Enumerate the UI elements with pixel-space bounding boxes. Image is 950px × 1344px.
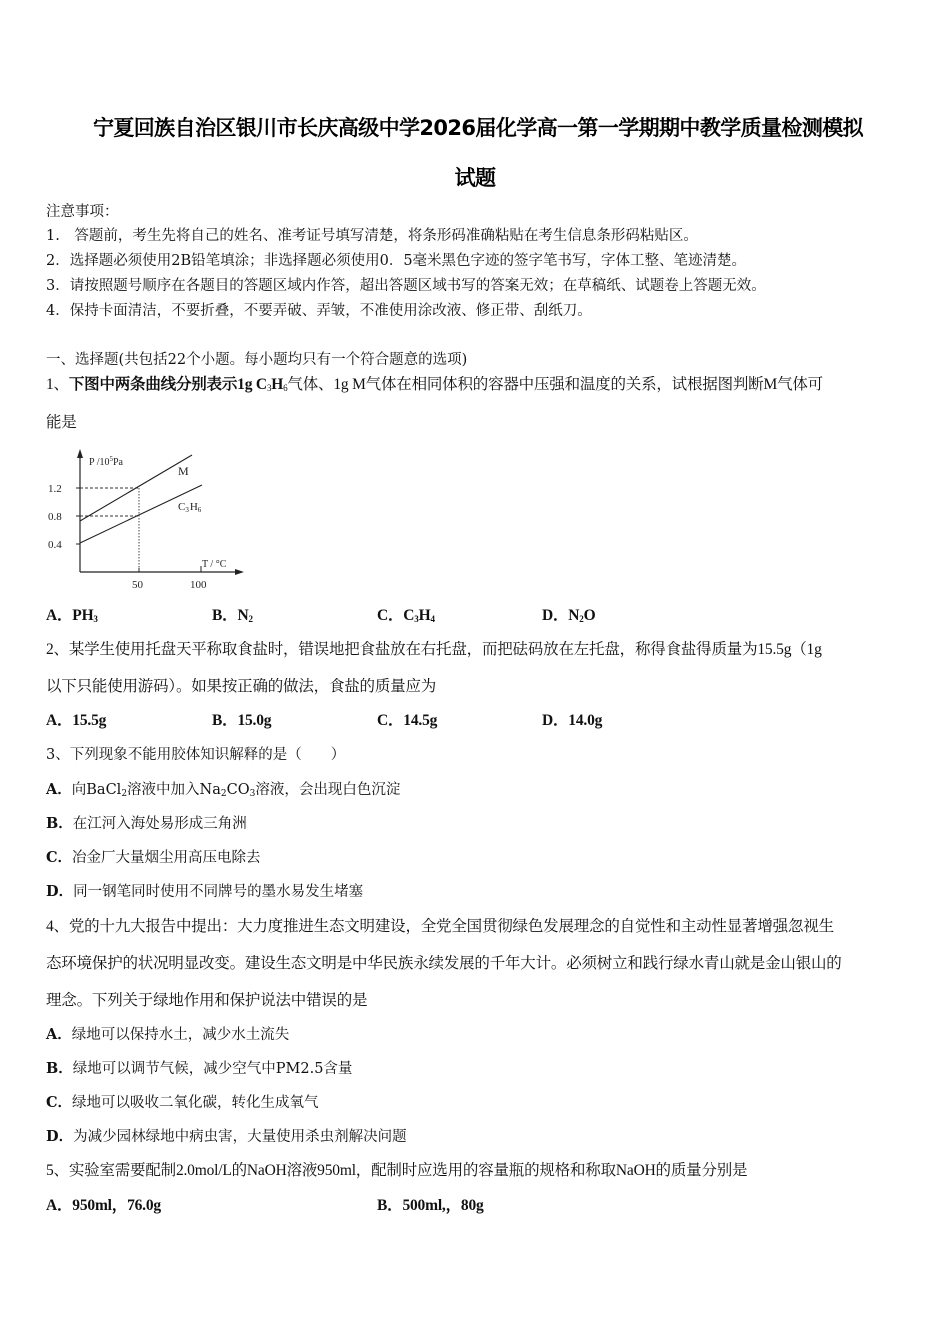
series-C3H6-line [80, 485, 202, 543]
notes-heading: 注意事项： [46, 204, 119, 220]
y-tick-0-4: 0.4 [48, 539, 62, 551]
pressure-temperature-chart [40, 445, 260, 600]
section-heading: 一、选择题(共包括22个小题。每小题均只有一个符合题意的选项) [46, 352, 468, 368]
question-5-stem: 5、实验室需要配制2.0mol/L的NaOH溶液950ml，配制时应选用的容量瓶的规格和称取NaOH的质量分别是 [46, 1162, 748, 1179]
question-4-stem-line2: 态环境保护的状况明显改变。建设生态文明是中华民族永续发展的千年大计。必须树立和践行绿水青山就是金山银山的 [46, 955, 842, 972]
notes-item-2: 2．选择题必须使用2B铅笔填涂；非选择题必须使用0．5毫米黑色字迹的签字笔书写，字体工整、笔迹清楚。 [46, 253, 747, 269]
q4-option-c[interactable]: C．绿地可以吸收二氧化碳，转化生成氧气 [46, 1094, 319, 1111]
notes-item-1: 1. 答题前，考生先将自己的姓名、准考证号填写清楚，将条形码准确粘贴在考生信息条形码粘贴区。 [46, 228, 698, 244]
question-1-stem-line2: 能是 [46, 414, 77, 431]
question-2-stem: 2、某学生使用托盘天平称取食盐时，错误地把食盐放在右托盘，而把砝码放在左托盘，称得食盐得质量为15.5g（1g [46, 641, 822, 658]
notes-item-4: 4．保持卡面清洁，不要折叠，不要弄破、弄皱，不准使用涂改液、修正带、刮纸刀。 [46, 303, 592, 319]
q1-option-c[interactable]: C．$C_3H_4$ [377, 607, 435, 624]
q2-option-d[interactable]: D．14.0g [542, 712, 603, 729]
x-tick-50: 50 [132, 579, 143, 591]
q1-option-d[interactable]: D．$N_2O$ [542, 607, 596, 624]
q3-option-a[interactable]: A．向BaCl$_2$溶液中加入$Na_2CO_3$溶液，会出现白色沉淀 [46, 781, 401, 799]
x-axis-label: T / °C [202, 559, 227, 570]
q5-option-b[interactable]: B．500ml,，80g [377, 1197, 484, 1214]
question-4-stem-line3: 理念。下列关于绿地作用和保护说法中错误的是 [46, 992, 368, 1009]
q3-option-b[interactable]: B．在江河入海处易形成三角洲 [46, 815, 247, 832]
q2-option-c[interactable]: C．14.5g [377, 712, 438, 729]
question-1-stem: 1、下图中两条曲线分别表示1g $C_3H_6$气体、1g M气体在相同体积的容器中压强和温度的关系，试根据图判断M气体可 [46, 376, 823, 393]
q5-option-a[interactable]: A．950ml，76.0g [46, 1197, 161, 1214]
series-M-label: M [178, 464, 189, 478]
notes-item-3: 3．请按照题号顺序在各题目的答题区域内作答，超出答题区域书写的答案无效；在草稿纸、试题卷上答题无效。 [46, 278, 766, 294]
question-2-stem-line2: 以下只能使用游码）。如果按正确的做法，食盐的质量应为 [46, 678, 437, 695]
question-3-stem: 3、下列现象不能用胶体知识解释的是（ ） [46, 747, 346, 763]
q4-option-d[interactable]: D．为减少园林绿地中病虫害，大量使用杀虫剂解决问题 [46, 1128, 407, 1145]
y-axis-arrow-icon [77, 449, 83, 458]
y-tick-1-2: 1.2 [48, 483, 62, 495]
q4-option-a[interactable]: A．绿地可以保持水土，减少水土流失 [46, 1026, 290, 1043]
q2-option-b[interactable]: B．15.0g [212, 712, 272, 729]
q3-option-c[interactable]: C．冶金厂大量烟尘用高压电除去 [46, 849, 261, 866]
q2-option-a[interactable]: A．15.5g [46, 712, 107, 729]
document-title-line1: 宁夏回族自治区银川市长庆高级中学2026届化学高一第一学期期中教学质量检测模拟 [92, 116, 864, 140]
x-tick-100: 100 [190, 579, 207, 591]
q3-option-d[interactable]: D．同一钢笔同时使用不同牌号的墨水易发生堵塞 [46, 883, 364, 900]
x-axis-arrow-icon [235, 569, 244, 575]
q1-option-b[interactable]: B．$N_2$ [212, 607, 253, 624]
question-number: 1、 [46, 376, 69, 393]
y-tick-0-8: 0.8 [48, 511, 62, 523]
y-axis-label: P $/10^5Pa$ [89, 455, 123, 468]
q1-option-a[interactable]: A．$PH_3$ [46, 607, 98, 624]
series-C3H6-label: C3H6 [178, 501, 202, 514]
question-4-stem: 4、党的十九大报告中提出：大力度推进生态文明建设，全党全国贯彻绿色发展理念的自觉性和主动性显著增强忽视生 [46, 918, 834, 935]
document-title-line2: 试题 [454, 166, 496, 190]
q4-option-b[interactable]: B．绿地可以调节气候，减少空气中PM2.5含量 [46, 1060, 353, 1077]
